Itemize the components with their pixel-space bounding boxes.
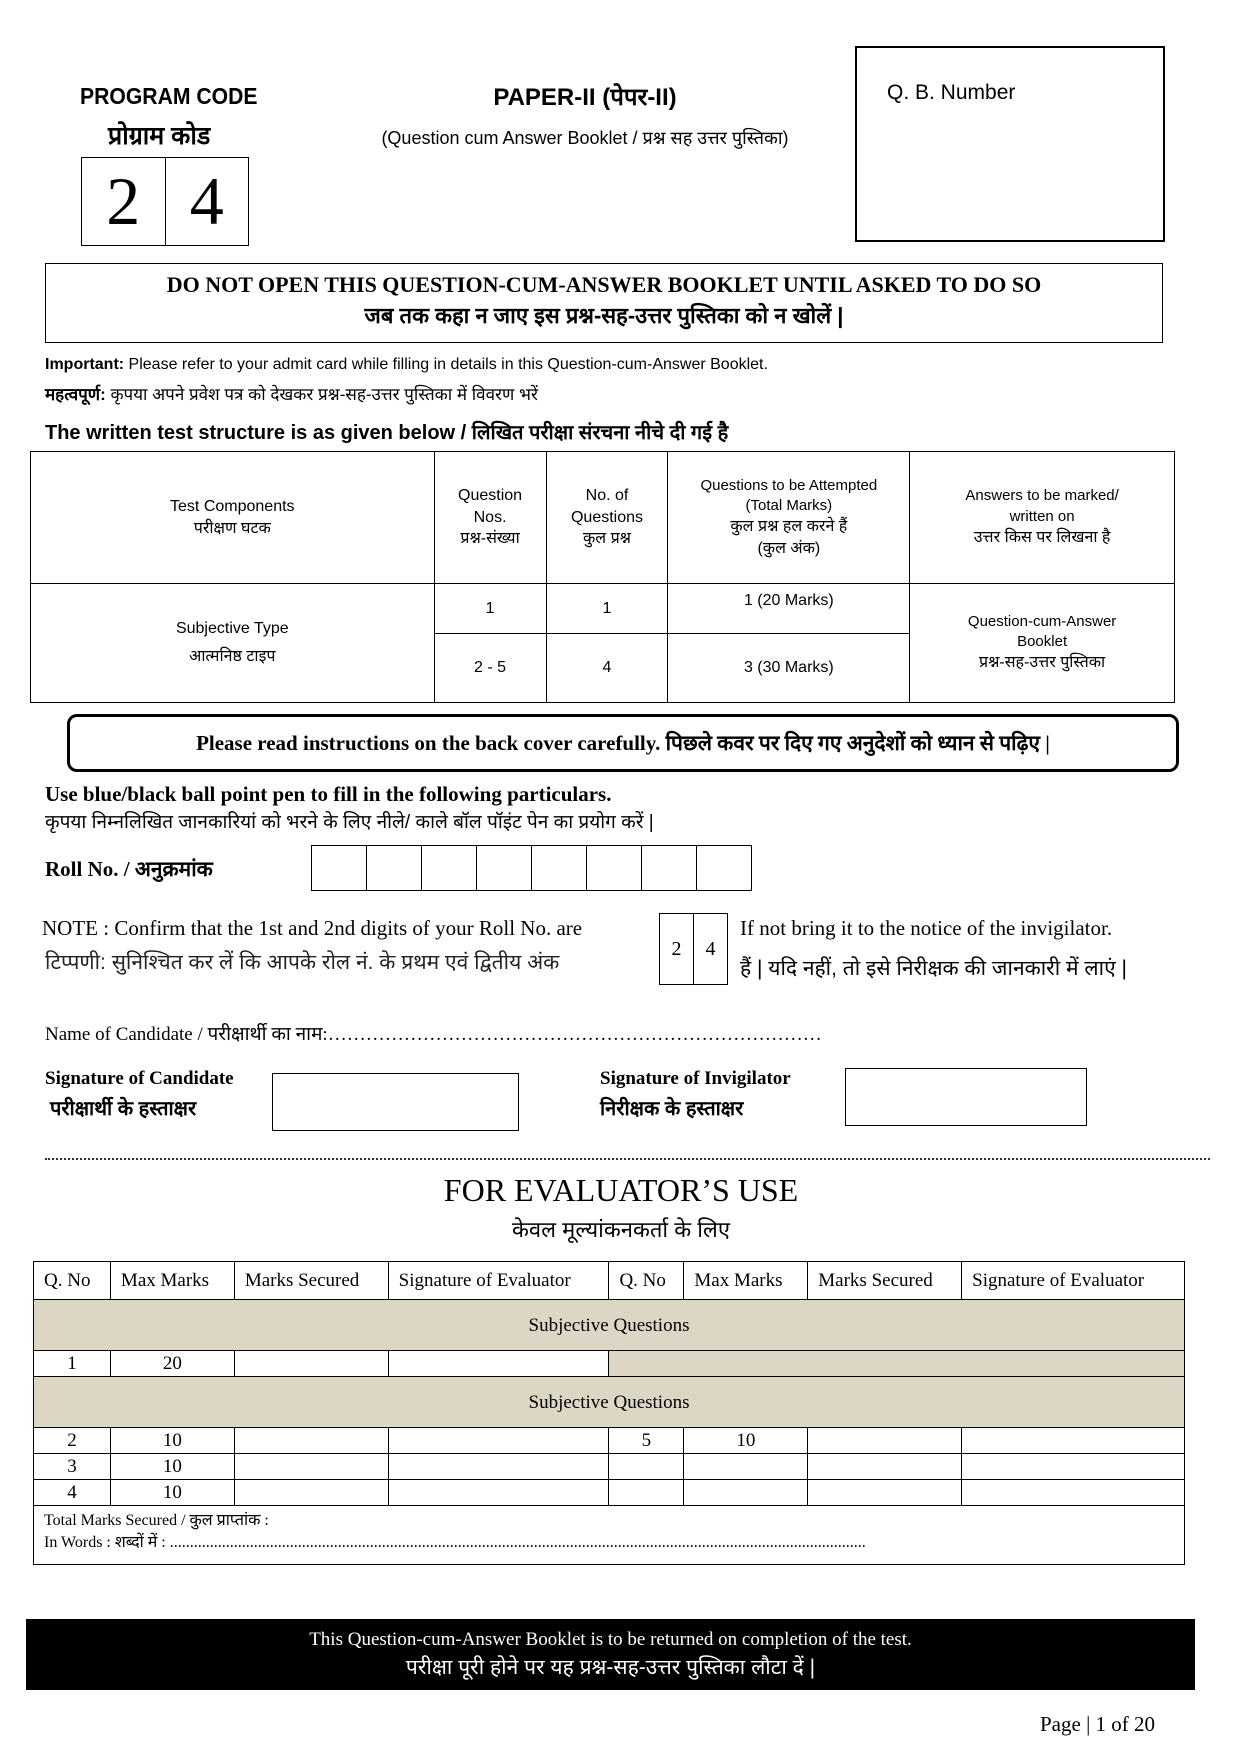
row-max-marks-2: [684, 1480, 808, 1506]
candidate-signature-label: Signature of Candidate: [45, 1068, 234, 1089]
booklet-en-line1: Question-cum-Answer: [967, 612, 1117, 630]
col-evaluator-signature-2: Signature of Evaluator: [962, 1262, 1185, 1300]
booklet-hi: प्रश्न-सह-उत्तर पुस्तिका: [979, 654, 1106, 672]
invigilator-signature-box[interactable]: [845, 1068, 1087, 1126]
header-answers-line1: Answers to be marked/: [965, 487, 1119, 505]
structure-header-row: [31, 452, 1175, 584]
roll-number-digit-box[interactable]: [476, 846, 531, 890]
row-max-marks-2: 10: [684, 1428, 808, 1454]
header-noq-hi: कुल प्रश्न: [582, 530, 631, 548]
roll-number-digit-box[interactable]: [586, 846, 641, 890]
evaluator-subtitle: केवल मूल्यांकनकर्ता के लिए: [512, 1217, 730, 1242]
note-invigilator-en: If not bring it to the notice of the invigilator.: [740, 916, 1113, 940]
footer-banner: [26, 1619, 1195, 1690]
note-invigilator-hi: हैं | यदि नहीं, तो इसे निरीक्षक की जानकारी में लाएं |: [740, 957, 1127, 980]
test-structure-table: [30, 451, 1175, 703]
row-evaluator-signature-2[interactable]: [962, 1454, 1185, 1480]
header-attempt-hi-1: कुल प्रश्न हल करने हैं: [730, 518, 848, 536]
invigilator-signature-label-hi: निरीक्षक के हस्ताक्षर: [600, 1098, 744, 1120]
program-code-digit-1: 2: [106, 163, 141, 239]
header-qnos-line2: Nos.: [473, 508, 507, 526]
row-qno: 1: [34, 1351, 111, 1377]
total-row: [34, 1506, 1185, 1565]
warning-text-en: DO NOT OPEN THIS QUESTION-CUM-ANSWER BOOKLET UNTIL ASKED TO DO SO: [166, 272, 1042, 297]
q1-count: 1: [546, 584, 668, 634]
subjective-type-hi: आत्मनिष्ठ टाइप: [189, 648, 276, 665]
row-marks-secured-2[interactable]: [808, 1454, 962, 1480]
answer-booklet-cell: [910, 584, 1175, 703]
important-note-en: [45, 356, 768, 374]
section-band-2: [34, 1377, 1185, 1428]
footer-text-en: This Question-cum-Answer Booklet is to be returned on completion of the test.: [309, 1629, 912, 1650]
q2-count: 4: [546, 634, 668, 703]
row-evaluator-signature[interactable]: [388, 1351, 609, 1377]
roll-prefix-digit-1: 2: [671, 937, 682, 960]
col-marks-secured: Marks Secured: [234, 1262, 388, 1300]
eval-header-row: [34, 1262, 1185, 1300]
program-code-label: PROGRAM CODE: [80, 83, 258, 109]
row-evaluator-signature-2[interactable]: [962, 1480, 1185, 1506]
program-code-box: [81, 157, 249, 246]
shaded-cell: [609, 1351, 1185, 1377]
header-answers-marked: [910, 452, 1175, 584]
row-qno-2: 5: [609, 1428, 684, 1454]
instructions-banner: Please read instructions on the back cover carefully. पिछले कवर पर दिए गए अनुदेशों को ध्यान से पढ़िए |: [67, 714, 1179, 772]
row-marks-secured-2[interactable]: [808, 1480, 962, 1506]
table-row: [34, 1428, 1185, 1454]
qb-number-label: Q. B. Number: [887, 81, 1016, 104]
dotted-separator: [45, 1158, 1210, 1160]
section-label: Subjective Questions: [34, 1300, 1185, 1351]
header-question-nos: [434, 452, 546, 584]
table-row: [34, 1454, 1185, 1480]
table-row: [34, 1480, 1185, 1506]
roll-number-digit-box[interactable]: [531, 846, 586, 890]
row-marks-secured[interactable]: [234, 1351, 388, 1377]
row-evaluator-signature[interactable]: [388, 1454, 609, 1480]
evaluator-marks-table: [33, 1261, 1185, 1565]
q2-nos: 2 - 5: [434, 634, 546, 703]
col-marks-secured-2: Marks Secured: [808, 1262, 962, 1300]
header-qnos-line1: Question: [458, 487, 523, 505]
q1-attempt: 1 (20 Marks): [668, 584, 910, 634]
pen-instruction-hi: कृपया निम्नलिखित जानकारियां को भरने के लिए नीले/ काले बॉल पॉइंट पेन का प्रयोग करें |: [45, 812, 654, 833]
section-band-1: [34, 1300, 1185, 1351]
row-qno: 3: [34, 1454, 111, 1480]
header-attempt-line2: (Total Marks): [745, 496, 833, 514]
subjective-type-en: Subjective Type: [175, 620, 289, 638]
candidate-signature-box[interactable]: [272, 1073, 519, 1131]
table-row: [34, 1351, 1185, 1377]
row-max-marks-2: [684, 1454, 808, 1480]
header-answers-hi: उत्तर किस पर लिखना है: [973, 528, 1111, 546]
roll-number-input[interactable]: [311, 845, 752, 891]
important-note-hi: [45, 382, 538, 405]
important-text-hi: कृपया अपने प्रवेश पत्र को देखकर प्रश्न-सह-उत्तर पुस्तिका में विवरण भरें: [105, 385, 538, 404]
row-marks-secured-2[interactable]: [808, 1428, 962, 1454]
row-marks-secured[interactable]: [234, 1480, 388, 1506]
row-max-marks: 10: [110, 1454, 234, 1480]
subjective-type-cell: [31, 584, 435, 703]
do-not-open-warning: [45, 263, 1163, 343]
row-qno-2: [609, 1454, 684, 1480]
header-attempt-hi-2: (कुल अंक): [757, 539, 821, 557]
roll-number-label: Roll No. / अनुक्रमांक: [45, 857, 213, 881]
header-noq-line1: No. of: [585, 487, 629, 505]
col-max-marks-2: Max Marks: [684, 1262, 808, 1300]
booklet-en-line2: Booklet: [1017, 633, 1068, 651]
warning-text-hi: जब तक कहा न जाए इस प्रश्न-सह-उत्तर पुस्तिका को न खोलें |: [364, 303, 844, 328]
header-no-of-questions: [546, 452, 668, 584]
paper-subtitle: (Question cum Answer Booklet / प्रश्न सह उत्तर पुस्तिका): [381, 128, 789, 148]
roll-number-digit-box[interactable]: [366, 846, 421, 890]
row-evaluator-signature-2[interactable]: [962, 1428, 1185, 1454]
col-max-marks: Max Marks: [110, 1262, 234, 1300]
row-evaluator-signature[interactable]: [388, 1428, 609, 1454]
candidate-name-field[interactable]: Name of Candidate / परीक्षार्थी का नाम:……………………………………………………………………: [45, 1024, 822, 1045]
row-qno: 4: [34, 1480, 111, 1506]
col-qno: Q. No: [34, 1262, 111, 1300]
footer-text-hi: परीक्षा पूरी होने पर यह प्रश्न-सह-उत्तर पुस्तिका लौटा दें |: [405, 1656, 816, 1679]
important-text: Please refer to your admit card while filling in details in this Question-cum-Answer Booklet.: [124, 356, 768, 373]
invigilator-signature-label: Signature of Invigilator: [600, 1068, 791, 1089]
qb-number-box[interactable]: [855, 46, 1165, 242]
program-code-digit-2: 4: [165, 158, 249, 245]
note-text-hi: टिप्पणी: सुनिश्चित कर लें कि आपके रोल नं. के प्रथम एवं द्वितीय अंक: [45, 951, 560, 974]
program-code-label-hindi: प्रोग्राम कोड: [108, 122, 211, 150]
header-components-hi: परीक्षण घटक: [193, 519, 271, 537]
total-marks-cell[interactable]: [34, 1506, 1185, 1565]
header-questions-to-attempt: [668, 452, 910, 584]
roll-number-digit-box[interactable]: [696, 846, 751, 890]
header-answers-line2: written on: [1009, 507, 1075, 525]
paper-title: PAPER-II (पेपर-II): [493, 84, 677, 111]
roll-number-digit-box[interactable]: [421, 846, 476, 890]
header-noq-line2: Questions: [570, 508, 644, 526]
roll-prefix-digits: [659, 913, 728, 985]
row-marks-secured[interactable]: [234, 1428, 388, 1454]
important-label: Important:: [45, 356, 125, 373]
header-attempt-line1: Questions to be Attempted: [700, 476, 878, 494]
row-qno: 2: [34, 1428, 111, 1454]
candidate-signature-label-hi: परीक्षार्थी के हस्ताक्षर: [50, 1098, 197, 1120]
in-words-label: In Words : शब्दों में : ..............................................................................................................................................................................: [44, 1533, 866, 1551]
total-marks-label: Total Marks Secured / कुल प्राप्तांक :: [44, 1512, 269, 1529]
header-qnos-hi: प्रश्न-संख्या: [460, 530, 520, 548]
row-max-marks: 10: [110, 1480, 234, 1506]
important-label-hi: महत्वपूर्ण:: [45, 385, 106, 404]
roll-number-digit-box[interactable]: [312, 846, 366, 890]
evaluator-title: FOR EVALUATOR’S USE: [443, 1172, 799, 1208]
header-components-en: Test Components: [170, 497, 295, 515]
row-qno-2: [609, 1480, 684, 1506]
row-evaluator-signature[interactable]: [388, 1480, 609, 1506]
page-number: Page | 1 of 20: [1040, 1712, 1156, 1736]
pen-instruction-en: Use blue/black ball point pen to fill in the following particulars.: [45, 782, 612, 806]
row-max-marks: 20: [110, 1351, 234, 1377]
roll-prefix-digit-2: 4: [693, 914, 727, 984]
structure-heading: The written test structure is as given below / लिखित परीक्षा संरचना नीचे दी गई है: [45, 422, 729, 444]
structure-row-1: [31, 584, 1175, 634]
q1-nos: 1: [434, 584, 546, 634]
row-max-marks: 10: [110, 1428, 234, 1454]
q2-attempt: 3 (30 Marks): [668, 634, 910, 703]
roll-number-digit-box[interactable]: [641, 846, 696, 890]
row-marks-secured[interactable]: [234, 1454, 388, 1480]
col-evaluator-signature: Signature of Evaluator: [388, 1262, 609, 1300]
note-text-en: NOTE : Confirm that the 1st and 2nd digits of your Roll No. are: [42, 916, 583, 940]
header-test-components: [31, 452, 435, 584]
section-label: Subjective Questions: [34, 1377, 1185, 1428]
col-qno-2: Q. No: [609, 1262, 684, 1300]
